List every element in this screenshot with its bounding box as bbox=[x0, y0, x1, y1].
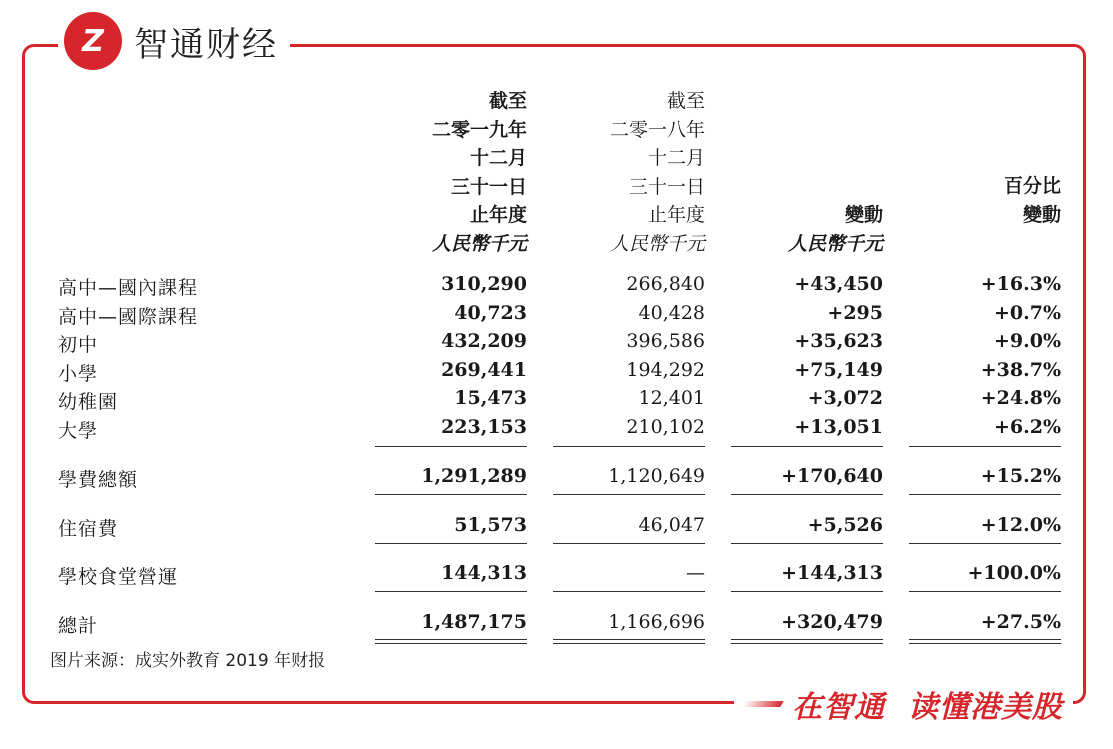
value-percent: +24.8% bbox=[980, 387, 1061, 409]
value-2019: 269,441 bbox=[441, 359, 527, 381]
total-double-rule bbox=[375, 639, 527, 640]
header-line: 三十一日 bbox=[450, 175, 527, 198]
column-header-2018 bbox=[610, 87, 705, 258]
row-label: 初中 bbox=[58, 334, 99, 356]
total-double-rule bbox=[909, 643, 1061, 644]
subtotal-rule bbox=[553, 543, 705, 544]
value-change: +5,526 bbox=[807, 514, 883, 536]
source-note: 图片来源：成实外教育 2019 年财报 bbox=[50, 651, 326, 671]
brand-logo bbox=[58, 6, 290, 76]
row-label: 住宿費 bbox=[58, 518, 119, 540]
value-percent: +27.5% bbox=[980, 611, 1061, 633]
table-row bbox=[0, 359, 1113, 387]
value-2018: 46,047 bbox=[638, 514, 705, 536]
header-line: 二零一九年 bbox=[431, 118, 527, 141]
table-row bbox=[0, 562, 1113, 590]
value-change: +13,051 bbox=[794, 416, 883, 438]
value-change: +320,479 bbox=[781, 611, 883, 633]
value-2019: 223,153 bbox=[441, 416, 527, 438]
subtotal-rule bbox=[553, 494, 705, 495]
value-2019: 15,473 bbox=[454, 387, 527, 409]
column-header-change bbox=[788, 201, 883, 258]
header-line: 變動 bbox=[1022, 203, 1061, 226]
value-change: +35,623 bbox=[794, 330, 883, 352]
total-double-rule bbox=[909, 639, 1061, 640]
value-percent: +0.7% bbox=[993, 302, 1061, 324]
subtotal-rule bbox=[731, 543, 883, 544]
row-label: 學校食堂營運 bbox=[58, 566, 179, 588]
header-unit: 人民幣千元 bbox=[787, 232, 883, 255]
total-double-rule bbox=[553, 639, 705, 640]
value-change: +75,149 bbox=[794, 359, 883, 381]
header-line: 截至 bbox=[666, 90, 705, 112]
value-2018: — bbox=[686, 562, 705, 584]
logo-mark-icon: Z bbox=[64, 12, 122, 70]
value-change: +43,450 bbox=[794, 273, 883, 295]
subtotal-rule bbox=[375, 446, 527, 447]
table-row bbox=[0, 302, 1113, 330]
value-2019: 432,209 bbox=[441, 330, 527, 352]
subtotal-rule bbox=[375, 543, 527, 544]
header-line: 變動 bbox=[844, 204, 883, 226]
value-2018: 1,120,649 bbox=[608, 465, 705, 487]
header-line: 二零一八年 bbox=[609, 118, 705, 141]
subtotal-rule bbox=[375, 494, 527, 495]
value-percent: +15.2% bbox=[980, 465, 1061, 487]
row-label: 小學 bbox=[58, 363, 99, 385]
value-2019: 1,291,289 bbox=[421, 465, 527, 487]
table-row-tuition-total bbox=[0, 465, 1113, 493]
subtotal-rule bbox=[375, 591, 527, 592]
row-label: 大學 bbox=[58, 420, 99, 442]
total-double-rule bbox=[731, 639, 883, 640]
row-label: 高中—國際課程 bbox=[58, 306, 199, 328]
table-row bbox=[0, 273, 1113, 301]
subtotal-rule bbox=[909, 543, 1061, 544]
subtotal-rule bbox=[731, 446, 883, 447]
value-2019: 144,313 bbox=[441, 562, 527, 584]
value-change: +144,313 bbox=[781, 562, 883, 584]
slogan-text: 在智通 读懂港美股 bbox=[792, 690, 1063, 725]
header-line: 截至 bbox=[488, 90, 527, 112]
value-percent: +9.0% bbox=[993, 330, 1061, 352]
subtotal-rule bbox=[553, 591, 705, 592]
value-2018: 266,840 bbox=[626, 273, 705, 295]
value-2019: 40,723 bbox=[454, 302, 527, 324]
table-row-grand-total bbox=[0, 611, 1113, 639]
header-line: 十二月 bbox=[647, 147, 705, 169]
column-header-percent-change bbox=[1004, 172, 1061, 229]
slogan-stripe-icon bbox=[742, 701, 783, 707]
row-label: 學費總額 bbox=[58, 469, 139, 491]
row-label: 幼稚園 bbox=[58, 391, 119, 413]
value-percent: +12.0% bbox=[980, 514, 1061, 536]
brand-name: 智通财经 bbox=[134, 24, 278, 65]
subtotal-rule bbox=[731, 591, 883, 592]
table-row bbox=[0, 416, 1113, 444]
header-line: 百分比 bbox=[1003, 175, 1061, 197]
header-line: 三十一日 bbox=[628, 175, 705, 198]
value-change: +3,072 bbox=[807, 387, 883, 409]
value-2019: 51,573 bbox=[454, 514, 527, 536]
subtotal-rule bbox=[731, 494, 883, 495]
subtotal-rule bbox=[909, 446, 1061, 447]
value-2018: 1,166,696 bbox=[608, 611, 705, 633]
header-line: 止年度 bbox=[469, 204, 527, 226]
row-label: 總計 bbox=[58, 615, 99, 637]
total-double-rule bbox=[375, 643, 527, 644]
column-header-2019 bbox=[432, 87, 527, 258]
value-2018: 210,102 bbox=[626, 416, 705, 438]
table-row bbox=[0, 514, 1113, 542]
table-row bbox=[0, 387, 1113, 415]
header-unit: 人民幣千元 bbox=[431, 232, 527, 255]
value-percent: +100.0% bbox=[967, 562, 1061, 584]
value-2019: 1,487,175 bbox=[421, 611, 527, 633]
subtotal-rule bbox=[553, 446, 705, 447]
value-change: +295 bbox=[827, 302, 883, 324]
table-row bbox=[0, 330, 1113, 358]
header-line: 十二月 bbox=[469, 147, 527, 169]
total-double-rule bbox=[731, 643, 883, 644]
value-percent: +6.2% bbox=[993, 416, 1061, 438]
value-2018: 40,428 bbox=[638, 302, 705, 324]
value-2019: 310,290 bbox=[441, 273, 527, 295]
value-2018: 12,401 bbox=[638, 387, 705, 409]
brand-slogan bbox=[734, 682, 1073, 726]
total-double-rule bbox=[553, 643, 705, 644]
header-unit: 人民幣千元 bbox=[609, 232, 705, 255]
subtotal-rule bbox=[909, 591, 1061, 592]
value-percent: +38.7% bbox=[980, 359, 1061, 381]
header-line: 止年度 bbox=[647, 204, 705, 226]
value-2018: 396,586 bbox=[626, 330, 705, 352]
value-percent: +16.3% bbox=[980, 273, 1061, 295]
subtotal-rule bbox=[909, 494, 1061, 495]
row-label: 高中—國內課程 bbox=[58, 277, 199, 299]
value-2018: 194,292 bbox=[626, 359, 705, 381]
value-change: +170,640 bbox=[781, 465, 883, 487]
